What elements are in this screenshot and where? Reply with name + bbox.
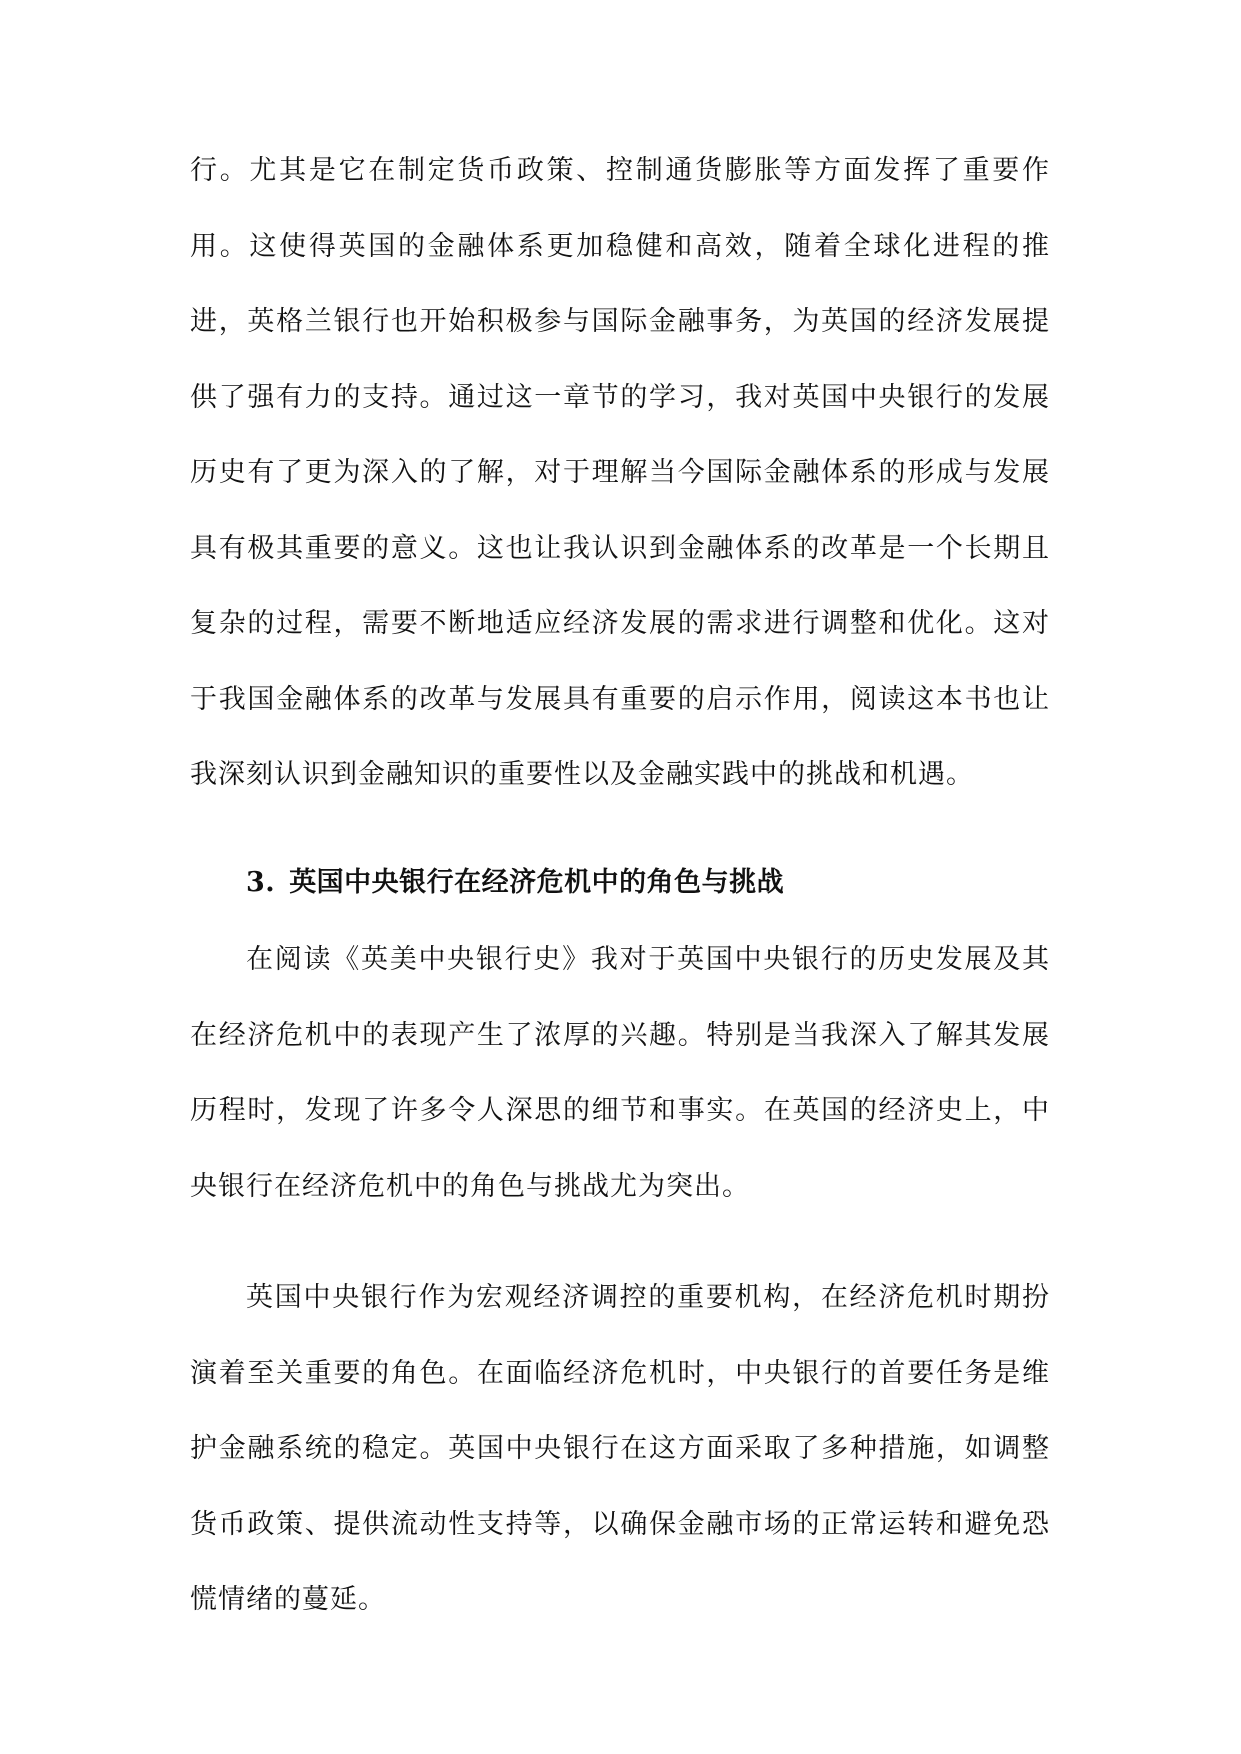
section-heading <box>246 850 1046 916</box>
body-paragraph: 行。尤其是它在制定货币政策、控制通货膨胀等方面发挥了重要作用。这使得英国的金融体系更加稳健和高效，随着全球化进程的推进，英格兰银行也开始积极参与国际金融事务，为英国的经济发展提供了强有力的支持。通过这一章节的学习，我对英国中央银行的发展历史有了更为深入的了解，对于理解当今国际金融体系的形成与发展具有极其重要的意义。这也让我认识到金融体系的改革是一个长期且复杂的过程，需要不断地适应经济发展的需求进行调整和优化。这对于我国金融体系的改革与发展具有重要的启示作用，阅读这本书也让我深刻认识到金融知识的重要性以及金融实践中的挑战和机遇。 <box>190 155 1050 790</box>
section-title: 英国中央银行在经济危机中的角色与挑战 <box>289 867 785 898</box>
body-paragraph: 在阅读《英美中央银行史》我对于英国中央银行的历史发展及其在经济危机中的表现产生了浓厚的兴趣。特别是当我深入了解其发展历程时，发现了许多令人深思的细节和事实。在英国的经济史上，中央银行在经济危机中的角色与挑战尤为突出。 <box>190 944 1050 1202</box>
body-paragraph: 英国中央银行作为宏观经济调控的重要机构，在经济危机时期扮演着至关重要的角色。在面临经济危机时，中央银行的首要任务是维护金融系统的稳定。英国中央银行在这方面采取了多种措施，如调整货币政策、提供流动性支持等，以确保金融市场的正常运转和避免恐慌情绪的蔓延。 <box>190 1282 1050 1615</box>
section-number: 3. <box>246 867 276 898</box>
